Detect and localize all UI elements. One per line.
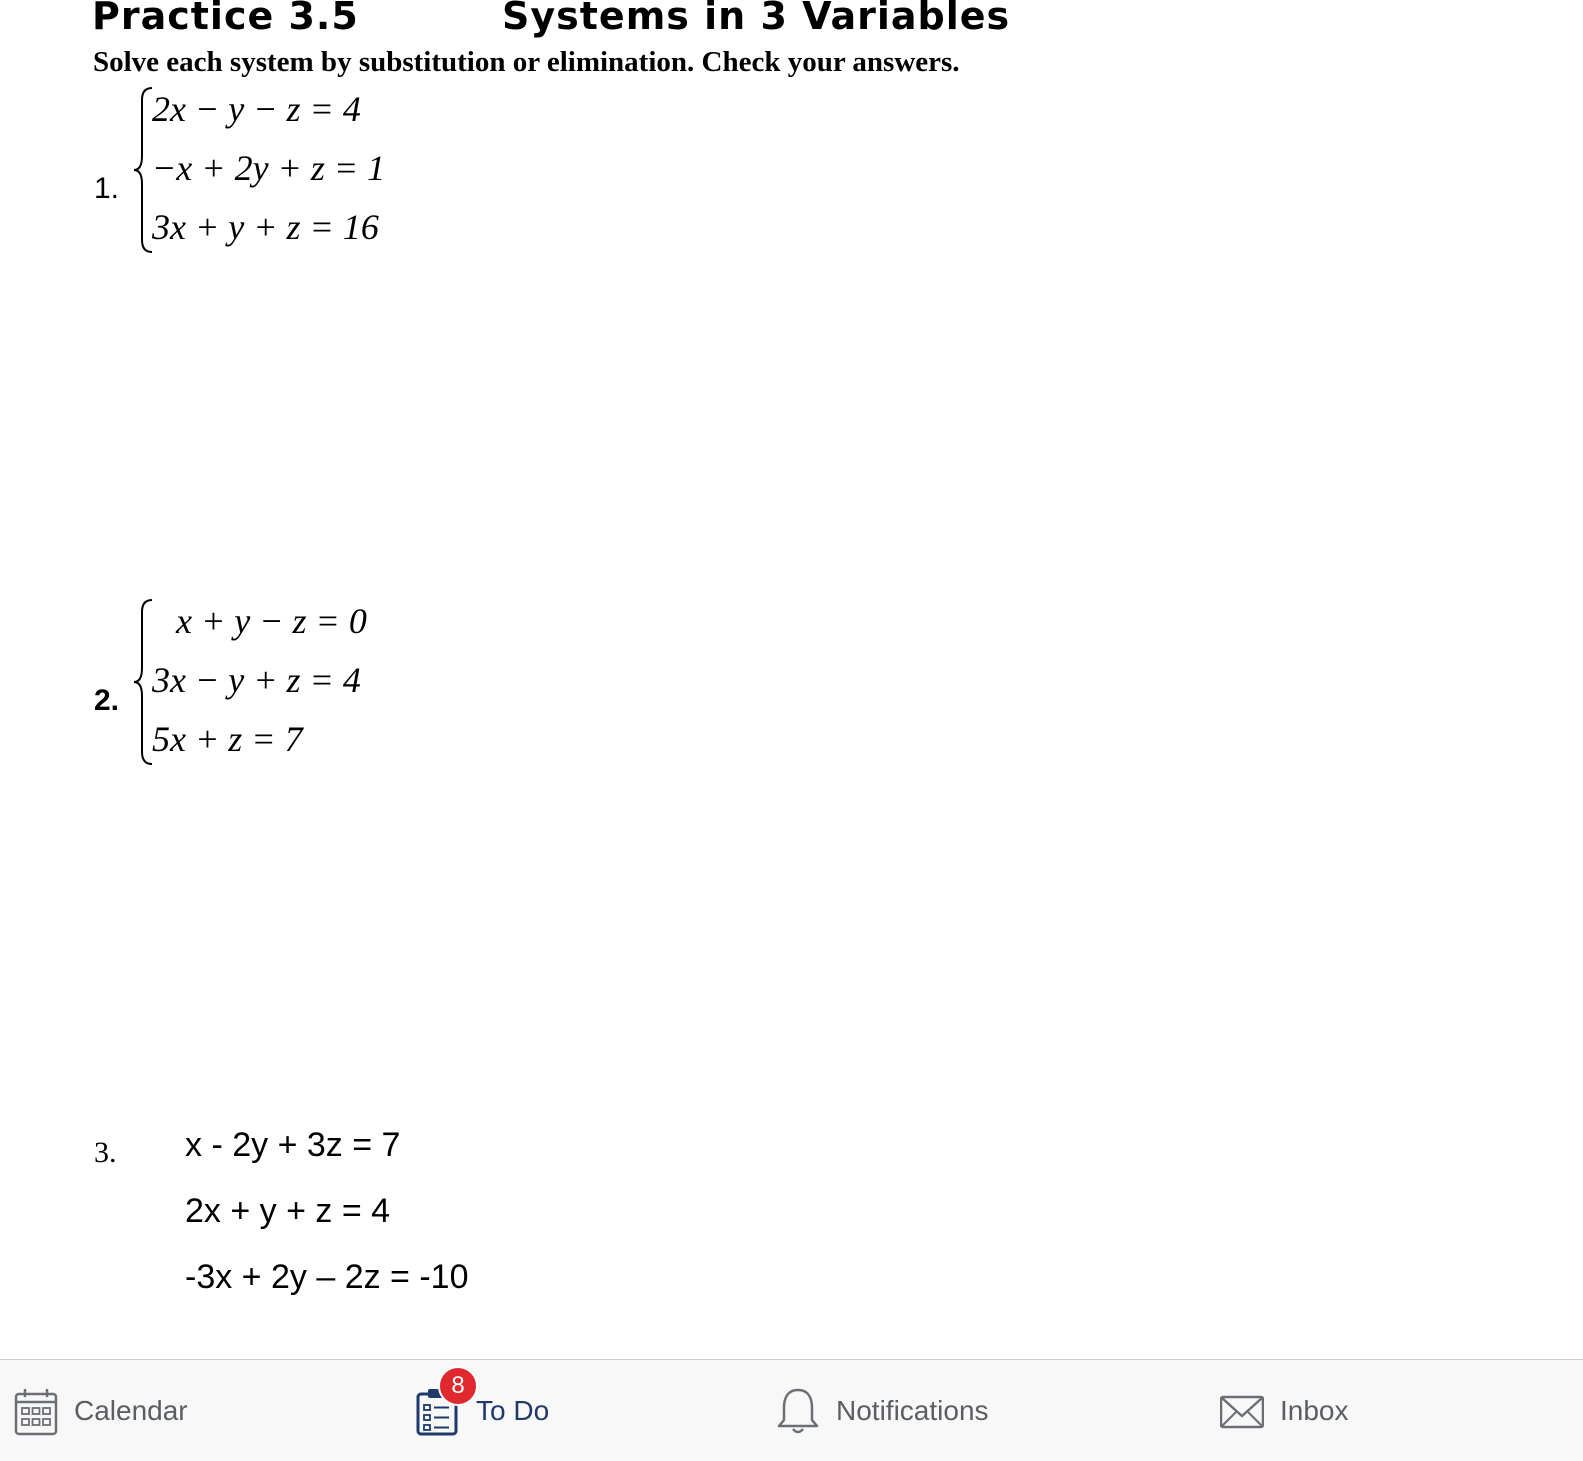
tab-notifications[interactable] bbox=[776, 1360, 989, 1461]
problem-2-equation-1: x + y − z = 0 bbox=[176, 601, 367, 641]
problem-1-number: 1. bbox=[94, 172, 120, 205]
problem-2-brace bbox=[132, 598, 154, 766]
problem-3-equation-2: 2x + y + z = 4 bbox=[185, 1192, 391, 1230]
bottom-tab-bar bbox=[0, 1359, 1583, 1461]
problem-3-equation-3: -3x + 2y – 2z = -10 bbox=[185, 1258, 469, 1296]
worksheet-title: Practice 3.5 bbox=[92, 0, 359, 38]
envelope-icon bbox=[1220, 1386, 1264, 1436]
problem-2-number: 2. bbox=[94, 684, 120, 717]
todo-badge: 8 bbox=[438, 1366, 478, 1406]
problem-1-equation-1: 2x − y − z = 4 bbox=[152, 89, 361, 129]
problem-2-equation-3: 5x + z = 7 bbox=[152, 719, 303, 759]
problem-3-number: 3. bbox=[94, 1136, 117, 1169]
tab-notifications-label: Notifications bbox=[836, 1395, 989, 1426]
tab-calendar[interactable] bbox=[14, 1360, 188, 1461]
tab-inbox-label: Inbox bbox=[1280, 1395, 1349, 1426]
tab-calendar-label: Calendar bbox=[74, 1395, 188, 1426]
tab-to-do-label: To Do bbox=[476, 1395, 550, 1426]
problem-1-brace bbox=[132, 86, 154, 254]
calendar-icon bbox=[14, 1386, 58, 1436]
worksheet-subtitle: Systems in 3 Variables bbox=[502, 0, 1011, 38]
todo-clipboard-icon bbox=[416, 1372, 465, 1436]
instructions: Solve each system by substitution or elimination. Check your answers. bbox=[93, 46, 960, 78]
tab-to-do[interactable] bbox=[416, 1360, 549, 1461]
problem-1-equation-3: 3x + y + z = 16 bbox=[152, 207, 379, 247]
problem-3-equation-1: x - 2y + 3z = 7 bbox=[185, 1126, 401, 1164]
problem-1-equation-2: −x + 2y + z = 1 bbox=[152, 148, 386, 188]
bell-icon bbox=[776, 1386, 820, 1436]
problem-2-equation-2: 3x − y + z = 4 bbox=[152, 660, 361, 700]
tab-inbox[interactable] bbox=[1220, 1360, 1349, 1461]
